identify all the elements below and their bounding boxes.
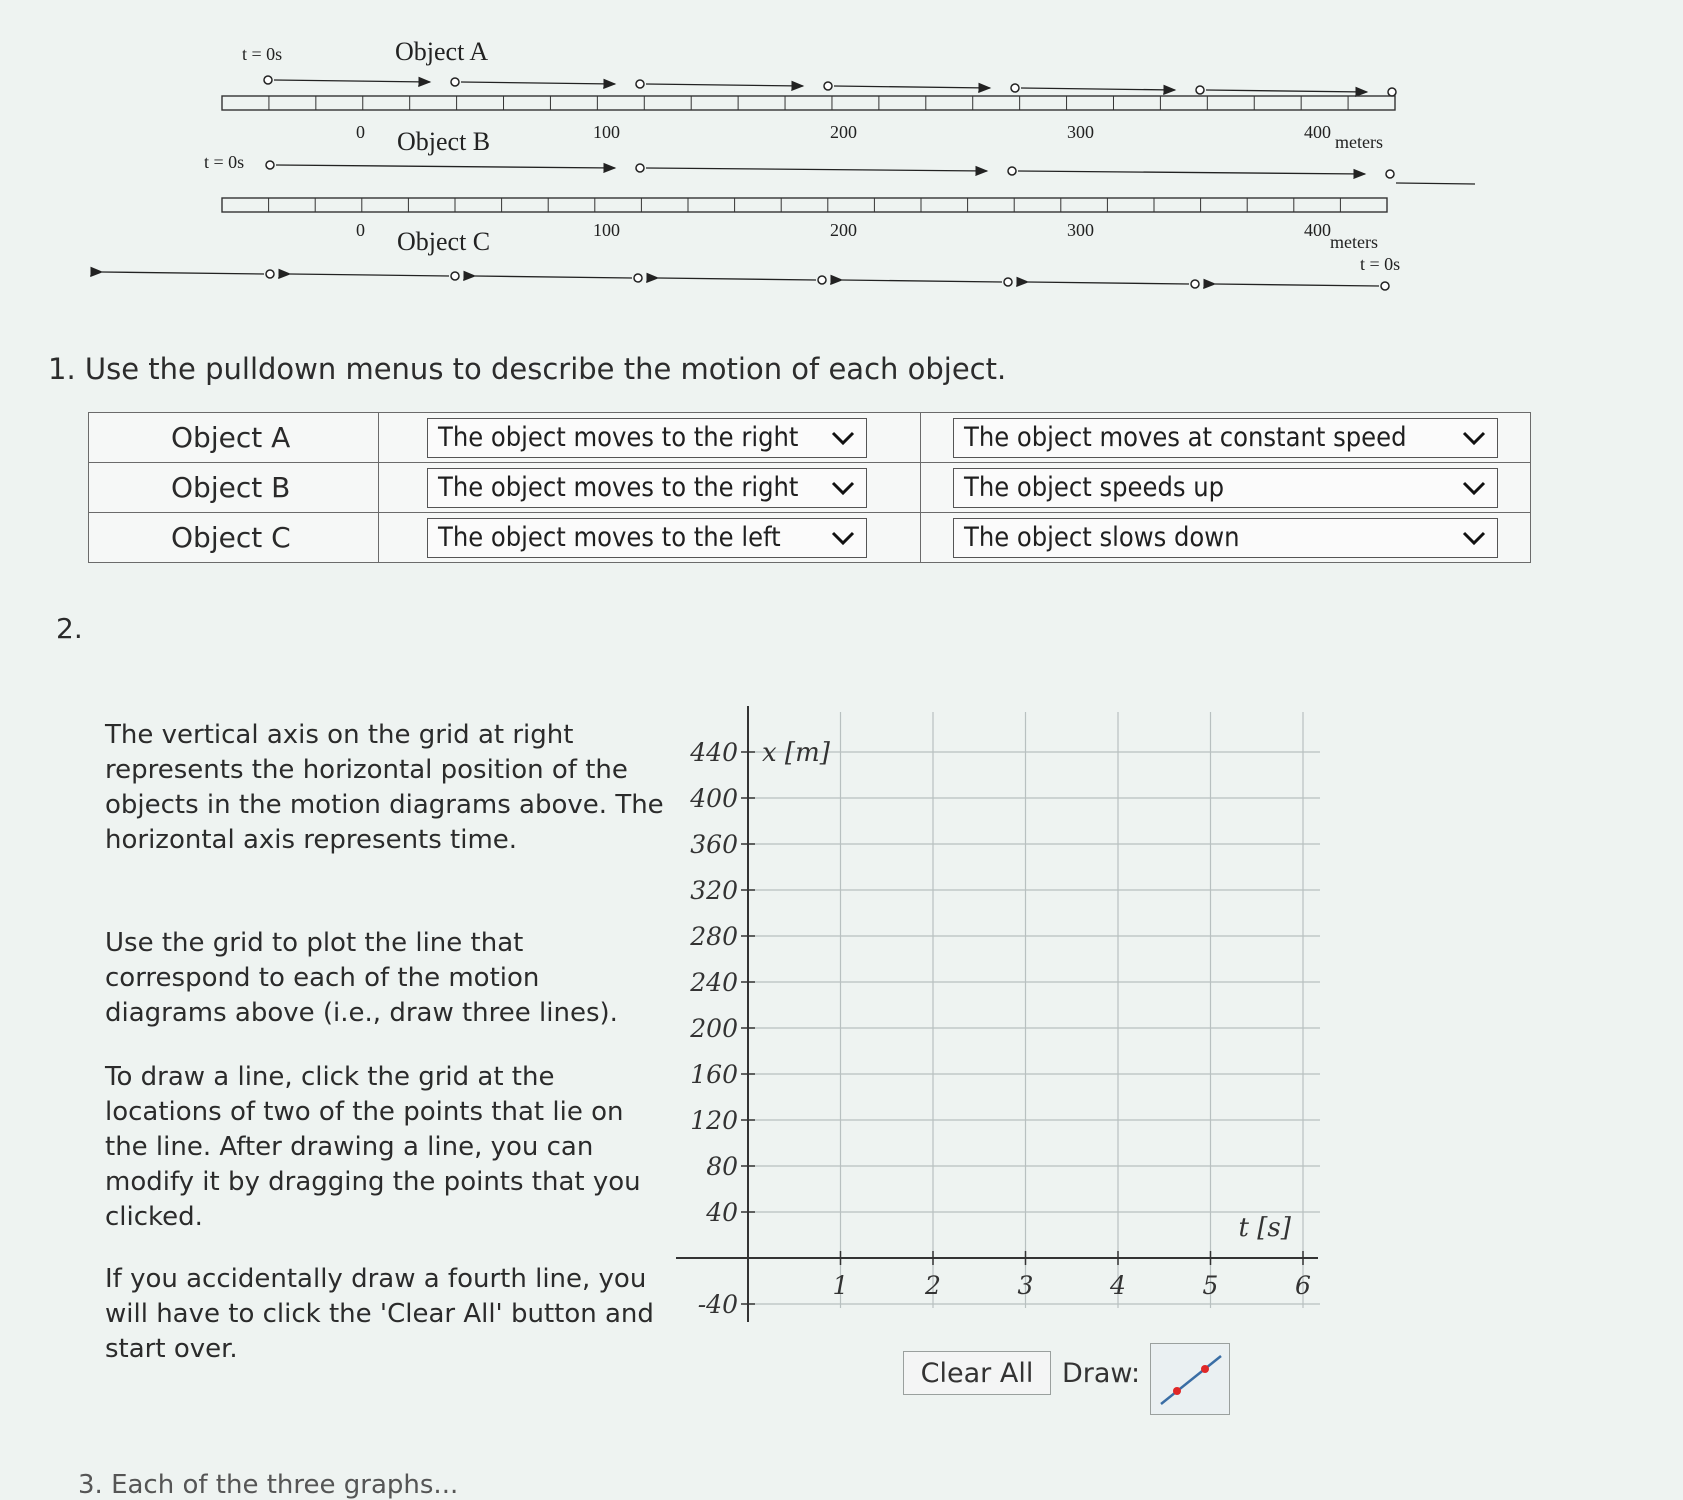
motion-arrow (646, 84, 803, 86)
direction-select-c[interactable] (427, 518, 867, 558)
y-tick-label: 400 (690, 784, 738, 813)
table-row-object-c (89, 513, 1531, 563)
motion-arrow (658, 278, 816, 280)
instruction-plot: Use the grid to plot the line that correspond to each of the motion diagrams above (i.e., draw three lines). (105, 928, 618, 1028)
position-dot (1191, 280, 1199, 288)
x-tick-label: 2 (925, 1271, 941, 1300)
x-tick-label: 4 (1110, 1271, 1126, 1300)
x-tick-label: 1 (832, 1271, 849, 1300)
table-row-object-b (89, 463, 1531, 513)
position-dot (1196, 86, 1204, 94)
y-tick-label: 40 (706, 1198, 738, 1227)
time-zero-label-a: t = 0s (242, 44, 283, 64)
speed-select-value: The object moves at constant speed (964, 422, 1407, 453)
question-2-number: 2. (56, 612, 83, 645)
chevron-down-icon (830, 479, 856, 497)
speed-select-b[interactable] (953, 468, 1498, 508)
axis-tick-label: 400 (1304, 122, 1331, 142)
motion-arrow (1018, 171, 1365, 174)
axis-tick-label: 0 (356, 122, 365, 142)
axis-tick-label: 0 (356, 220, 365, 240)
y-tick-label: 360 (690, 830, 738, 859)
chevron-down-icon (1461, 429, 1487, 447)
motion-arrow (1396, 183, 1475, 184)
axis-tick-label: 200 (830, 122, 857, 142)
position-dot (266, 270, 274, 278)
instruction-clear: If you accidentally draw a fourth line, you will have to click the 'Clear All' button and start over. (105, 1264, 654, 1364)
position-dot (1011, 84, 1019, 92)
y-tick-label: 200 (690, 1014, 738, 1043)
question-1-text: 1. Use the pulldown menus to describe the motion of each object. (48, 352, 1007, 386)
x-tick-label: 6 (1295, 1271, 1311, 1300)
x-axis-title: t [s] (1238, 1213, 1291, 1243)
x-tick-label: 3 (1017, 1271, 1034, 1300)
speed-select-a[interactable] (953, 418, 1498, 458)
position-dot (818, 276, 826, 284)
motion-arrow (1206, 90, 1367, 92)
chevron-down-icon (830, 429, 856, 447)
motion-arrow (1028, 282, 1189, 284)
time-zero-label-b: t = 0s (204, 152, 245, 172)
position-dot (1008, 167, 1016, 175)
y-tick-label: 440 (690, 738, 738, 767)
motion-arrow (276, 165, 615, 168)
object-name-cell: Object A (89, 413, 379, 463)
position-dot (1386, 170, 1394, 178)
speed-select-c[interactable] (953, 518, 1498, 558)
axis-tick-label: 100 (593, 122, 620, 142)
motion-arrow (461, 82, 615, 84)
direction-select-value: The object moves to the left (438, 522, 781, 553)
y-tick-label: 320 (690, 876, 738, 905)
position-dot (451, 78, 459, 86)
unit-label: meters (1330, 232, 1378, 252)
object-b-label: Object B (397, 127, 491, 156)
position-dot (451, 272, 459, 280)
motion-arrow (274, 80, 430, 82)
question-3-partial: 3. Each of the three graphs... (78, 1470, 459, 1500)
axis-tick-label: 300 (1067, 220, 1094, 240)
y-tick-label: 160 (690, 1060, 738, 1089)
motion-arrow (475, 276, 632, 278)
position-dot (636, 80, 644, 88)
y-tick-label: 240 (690, 968, 738, 997)
table-row-object-a (89, 413, 1531, 463)
axis-tick-label: 200 (830, 220, 857, 240)
position-dot (1388, 88, 1396, 96)
object-name-cell: Object B (89, 463, 379, 513)
y-tick-label: 80 (706, 1152, 738, 1181)
y-axis-title: x [m] (762, 738, 830, 768)
direction-select-a[interactable] (427, 418, 867, 458)
speed-select-value: The object speeds up (964, 472, 1225, 503)
motion-arrow (842, 280, 1002, 282)
direction-select-value: The object moves to the right (438, 422, 799, 453)
position-dot (824, 82, 832, 90)
position-dot (264, 76, 272, 84)
direction-select-b[interactable] (427, 468, 867, 508)
position-dot (636, 164, 644, 172)
direction-select-value: The object moves to the right (438, 472, 799, 503)
chevron-down-icon (1461, 479, 1487, 497)
motion-description-table (88, 412, 1531, 563)
motion-arrow (834, 86, 990, 88)
axis-tick-label: 400 (1304, 220, 1331, 240)
motion-diagrams (0, 0, 1683, 320)
motion-arrow (102, 272, 264, 274)
position-dot (634, 274, 642, 282)
meter-ruler (222, 96, 1395, 110)
chevron-down-icon (1461, 529, 1487, 547)
line-draw-icon (1151, 1344, 1231, 1416)
motion-arrow (290, 274, 449, 276)
position-dot (1004, 278, 1012, 286)
line-draw-tool-button[interactable] (1150, 1343, 1230, 1415)
axis-tick-label: 100 (593, 220, 620, 240)
speed-select-value: The object slows down (964, 522, 1240, 553)
object-c-label: Object C (397, 227, 491, 256)
x-tick-label: 5 (1202, 1271, 1219, 1300)
object-a-label: Object A (395, 37, 489, 66)
unit-label: meters (1335, 132, 1383, 152)
motion-arrow (1215, 284, 1379, 286)
clear-all-button[interactable]: Clear All (903, 1351, 1051, 1395)
draw-label: Draw: (1062, 1358, 1141, 1389)
motion-arrow (1021, 88, 1175, 90)
motion-arrow (646, 168, 987, 171)
instruction-draw: To draw a line, click the grid at the locations of two of the points that lie on the line. After drawing a line, you can modify it by dragging the points that you clicked. (105, 1062, 641, 1232)
position-dot (266, 161, 274, 169)
y-tick-label: -40 (697, 1290, 738, 1319)
object-name-cell: Object C (89, 513, 379, 563)
instruction-axes: The vertical axis on the grid at right represents the horizontal position of the objects in the motion diagrams above. The horizontal axis represents time. (105, 720, 664, 855)
y-tick-label: 120 (690, 1106, 738, 1135)
y-tick-label: 280 (690, 922, 738, 951)
axis-tick-label: 300 (1067, 122, 1094, 142)
time-zero-label-c: t = 0s (1360, 254, 1401, 274)
chevron-down-icon (830, 529, 856, 547)
meter-ruler (222, 198, 1387, 212)
position-dot (1381, 282, 1389, 290)
